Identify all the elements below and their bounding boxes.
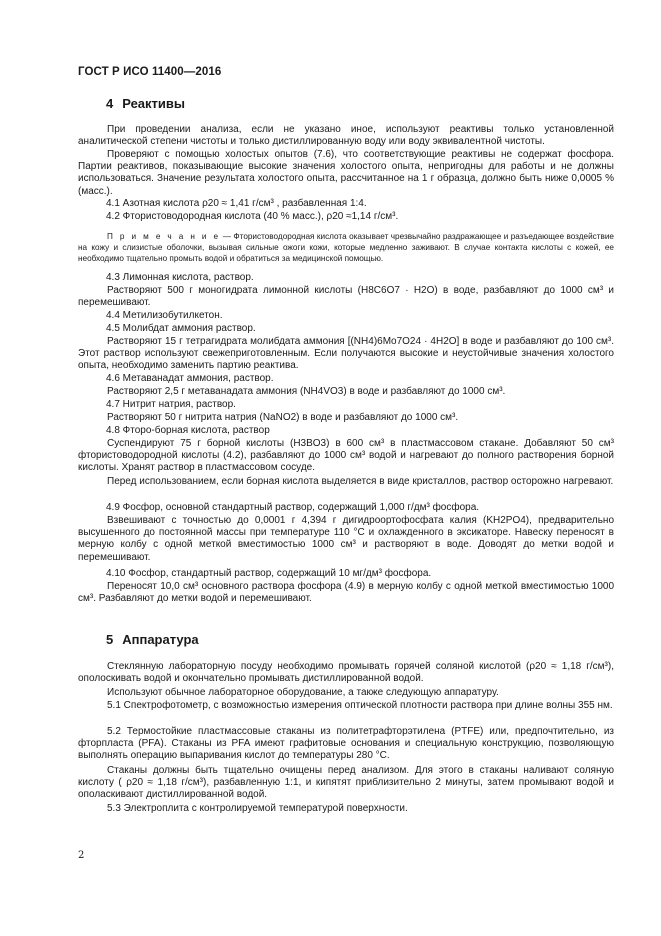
paragraph: Взвешивают с точностью до 0,0001 г 4,394 г дигидроортофосфата калия (KH2PO4), предварительно высушенного до постоянной массы при температуре 110 °С и охлажденного в эксикаторе. Навеску переносят в мерную колбу с одной меткой вместимостью 1000 см³ и растворяют в воде. Доводят до метки водой и перемешивают. bbox=[78, 515, 614, 563]
paragraph: Растворяют 15 г тетрагидрата молибдата аммония [(NH4)6Mo7O24 · 4H2O] в воде и разбавляют до 100 см³. Этот раствор используют свежеприготовленным. Если получаются высокие и неустойчивые значения холостого опыта, необходимо заменить партию реактива. bbox=[78, 336, 614, 372]
section-number: 5 bbox=[106, 632, 114, 647]
note-label: П р и м е ч а н и е bbox=[107, 232, 221, 241]
page-number: 2 bbox=[78, 850, 85, 861]
section-4-heading bbox=[106, 96, 185, 111]
paragraph: Проверяют с помощью холостых опытов (7.6), что соответствующие реактивы не содержат фосфора. Партии реактивов, показывающие высокие значения холостого опыта, непригодны для работы и не должны использоваться. Значение результата холостого опыта, рассчитанное на 1 г образца, должно быть ниже 0,0005 % (масс.). bbox=[78, 149, 614, 197]
paragraph: Растворяют 500 г моногидрата лимонной кислоты (H8C6O7 · H2O) в воде, разбавляют до 1000 см³ и перемешивают. bbox=[78, 285, 614, 309]
apparatus-item: 5.3 Электроплита с контролируемой температурой поверхности. bbox=[107, 803, 408, 814]
note-text: — Фтористоводородная кислота оказывает чрезвычайно раздражающее и разъедающее воздействие на кожу и слизистые оболочки, вызывая сильные ожоги кожи, которые медленно заживают. В случае контакта кислоты с кожей, ее необходимо тщательно промыть водой и обратиться за медицинской помощью. bbox=[78, 232, 614, 264]
section-5-heading bbox=[106, 632, 199, 647]
section-title: Аппаратура bbox=[122, 632, 199, 647]
paragraph: Стаканы должны быть тщательно очищены перед анализом. Для этого в стаканы наливают соляную кислоту ( ρ20 ≈ 1,18 г/см³), разбавленную 1:1, и кипятят приблизительно 2 минуты, затем промывают водой и ополаскивают дистиллированной водой. bbox=[78, 765, 614, 801]
apparatus-item: 5.2 Термостойкие пластмассовые стаканы из политетрафторэтилена (PTFE) или, предпочтительно, из фторпласта (PFA). Стаканы из PFA имеют графитовые основания и специальную конструкцию, позволяющую выполнять операцию выпаривания кислот до температуры 280 °С. bbox=[78, 726, 614, 762]
paragraph: Перед использованием, если борная кислота выделяется в виде кристаллов, раствор осторожно нагревают. bbox=[107, 476, 614, 487]
reagent-item: 4.1 Азотная кислота ρ20 ≈ 1,41 г/см³ , разбавленная 1:4. bbox=[106, 198, 367, 209]
reagent-item: 4.4 Метилизобутилкетон. bbox=[106, 310, 223, 321]
reagent-item: 4.10 Фосфор, стандартный раствор, содержащий 10 мг/дм³ фосфора. bbox=[106, 568, 432, 579]
reagent-item: 4.8 Фторо-борная кислота, раствор bbox=[106, 425, 270, 436]
paragraph: Переносят 10,0 см³ основного раствора фосфора (4.9) в мерную колбу с одной меткой вместимостью 1000 см³. Разбавляют до метки водой и перемешивают. bbox=[78, 581, 614, 605]
reagent-item: 4.3 Лимонная кислота, раствор. bbox=[106, 272, 254, 283]
reagent-item: 4.7 Нитрит натрия, раствор. bbox=[106, 399, 236, 410]
paragraph: Суспендируют 75 г борной кислоты (H3BO3) в 600 см³ в пластмассовом стакане. Добавляют 50 см³ фтористоводородной кислоты (4.2), разбавляют до 1000 см³ водой и нагревают до полного растворения борной кислоты. Хранят раствор в пластмассовом сосуде. bbox=[78, 438, 614, 474]
section-number: 4 bbox=[106, 96, 114, 111]
paragraph: Растворяют 2,5 г метаванадата аммония (NH4VO3) в воде и разбавляют до 1000 см³. bbox=[107, 386, 506, 397]
note bbox=[78, 231, 614, 265]
apparatus-item: 5.1 Спектрофотометр, с возможностью измерения оптической плотности раствора при длине волны 355 нм. bbox=[107, 700, 613, 711]
paragraph: Используют обычное лабораторное оборудование, а также следующую аппаратуру. bbox=[107, 687, 499, 698]
paragraph: Стеклянную лабораторную посуду необходимо промывать горячей соляной кислотой (ρ20 ≈ 1,18 г/см³), ополоскивать водой и окончательно промывать дистиллированной водой. bbox=[78, 661, 614, 685]
document-header: ГОСТ Р ИСО 11400—2016 bbox=[78, 66, 222, 78]
reagent-item: 4.5 Молибдат аммония раствор. bbox=[106, 323, 256, 334]
paragraph: Растворяют 50 г нитрита натрия (NaNO2) в воде и разбавляют до 1000 см³. bbox=[107, 412, 459, 423]
reagent-item: 4.2 Фтористоводородная кислота (40 % масс.), ρ20 ≈1,14 г/см³. bbox=[106, 211, 399, 222]
reagent-item: 4.6 Метаванадат аммония, раствор. bbox=[106, 373, 274, 384]
paragraph: При проведении анализа, если не указано иное, используют реактивы только установленной аналитической степени чистоты и только дистиллированную воду или воду эквивалентной чистоты. bbox=[78, 124, 614, 148]
section-title: Реактивы bbox=[122, 96, 185, 111]
reagent-item: 4.9 Фосфор, основной стандартный раствор, содержащий 1,000 г/дм³ фосфора. bbox=[106, 502, 480, 513]
